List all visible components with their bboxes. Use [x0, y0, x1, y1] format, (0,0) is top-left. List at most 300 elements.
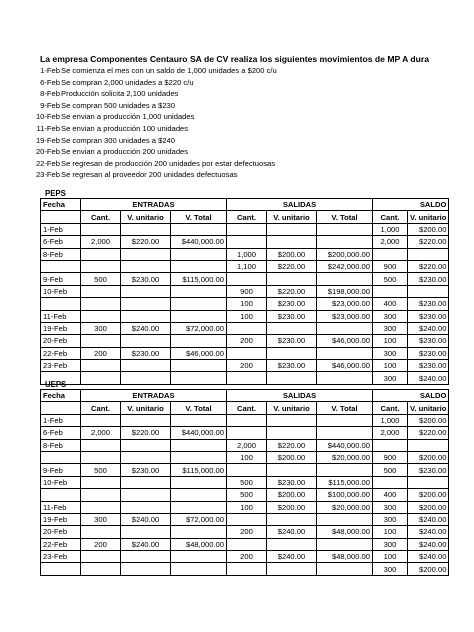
table-row [41, 310, 449, 322]
fecha-subheader-empty [41, 211, 81, 223]
date-cell: 6-Feb [41, 427, 81, 439]
entrada-total-cell [171, 372, 227, 384]
saldo-unit-cell: $240.00 [408, 526, 449, 538]
saldo-unit-cell: $230.00 [408, 347, 449, 359]
salida-total-cell: $20,000.00 [317, 451, 373, 463]
salida-unit-cell [267, 563, 317, 575]
event-date: 22-Feb [35, 158, 60, 168]
event-text: Se envian a producción 100 unidades [61, 124, 189, 133]
entrada-unit-cell [121, 489, 171, 501]
entrada-total-cell: $115,000.00 [171, 464, 227, 476]
event-date: 10-Feb [35, 112, 60, 122]
header-row [41, 199, 449, 211]
salida-unit-cell: $230.00 [267, 360, 317, 372]
salida-cant-cell [227, 414, 267, 426]
event-text: Se compran 2,000 unidades a $220 c/u [61, 77, 194, 87]
saldo-cant-cell: 300 [373, 563, 408, 575]
date-cell: 10-Feb [41, 476, 81, 488]
table-row [41, 273, 449, 285]
entrada-cant-cell: 2,000 [81, 236, 121, 248]
entrada-unit-cell [121, 526, 171, 538]
entrada-unit-cell [121, 285, 171, 297]
cant-header: Cant. [373, 211, 408, 223]
entrada-unit-cell [121, 551, 171, 563]
date-cell: 19-Feb [41, 322, 81, 334]
date-cell: 20-Feb [41, 526, 81, 538]
table-row [41, 551, 449, 563]
saldo-cant-cell: 300 [373, 501, 408, 513]
salida-total-cell: $46,000.00 [317, 335, 373, 347]
salida-cant-cell [227, 563, 267, 575]
table-row [41, 464, 449, 476]
date-cell: 22-Feb [41, 538, 81, 550]
event-date: 11-Feb [36, 124, 60, 133]
table-row [41, 236, 449, 248]
salida-total-cell: $242,000.00 [317, 260, 373, 272]
entrada-unit-cell [121, 476, 171, 488]
salida-total-cell [317, 322, 373, 334]
salida-unit-cell: $200.00 [267, 501, 317, 513]
saldo-unit-cell [408, 476, 449, 488]
saldo-unit-cell: $220.00 [408, 260, 449, 272]
date-cell [41, 298, 81, 310]
event-date: 8-Feb [40, 89, 60, 99]
date-cell: 20-Feb [41, 335, 81, 347]
table-row [41, 260, 449, 272]
date-cell: 9-Feb [41, 273, 81, 285]
table-row [41, 451, 449, 463]
saldo-unit-cell: $240.00 [408, 372, 449, 384]
salida-unit-cell [267, 464, 317, 476]
fecha-subheader-empty [41, 402, 81, 414]
v-unitario-header: V. unitario [267, 211, 317, 223]
entrada-cant-cell: 200 [81, 538, 121, 550]
salida-total-cell: $46,000.00 [317, 360, 373, 372]
salidas-header: SALIDAS [227, 390, 373, 402]
table-row [41, 248, 449, 260]
salida-unit-cell: $240.00 [267, 551, 317, 563]
entrada-unit-cell [121, 248, 171, 260]
salida-cant-cell [227, 347, 267, 359]
entrada-cant-cell: 300 [81, 513, 121, 525]
salida-total-cell [317, 464, 373, 476]
entrada-unit-cell [121, 310, 171, 322]
saldo-unit-cell: $230.00 [408, 335, 449, 347]
entrada-cant-cell [81, 563, 121, 575]
salida-cant-cell: 100 [227, 451, 267, 463]
entrada-unit-cell [121, 451, 171, 463]
salida-unit-cell: $230.00 [267, 335, 317, 347]
entrada-cant-cell [81, 285, 121, 297]
entrada-total-cell: $48,000.00 [171, 538, 227, 550]
salida-total-cell: $200,000.00 [317, 248, 373, 260]
entrada-total-cell [171, 248, 227, 260]
entrada-total-cell [171, 223, 227, 235]
entrada-unit-cell [121, 360, 171, 372]
subheader-row [41, 402, 449, 414]
event-text: Se envian a producción 1,000 unidades [61, 112, 195, 122]
entrada-total-cell [171, 526, 227, 538]
salida-total-cell: $23,000.00 [317, 310, 373, 322]
salida-unit-cell: $200.00 [267, 489, 317, 501]
event-date: 19-Feb [35, 135, 60, 145]
entrada-unit-cell [121, 298, 171, 310]
date-cell: 23-Feb [41, 360, 81, 372]
entrada-cant-cell: 200 [81, 347, 121, 359]
saldo-cant-cell: 2,000 [373, 236, 408, 248]
salida-total-cell [317, 372, 373, 384]
entrada-cant-cell [81, 526, 121, 538]
entrada-unit-cell: $230.00 [121, 347, 171, 359]
saldo-unit-cell: $200.00 [408, 501, 449, 513]
table-row [41, 563, 449, 575]
salida-total-cell [317, 563, 373, 575]
saldo-cant-cell: 400 [373, 298, 408, 310]
table-row [41, 513, 449, 525]
saldo-unit-cell [408, 439, 449, 451]
table-row [41, 285, 449, 297]
entrada-cant-cell [81, 335, 121, 347]
entrada-unit-cell [121, 501, 171, 513]
entrada-unit-cell [121, 223, 171, 235]
salida-unit-cell: $220.00 [267, 260, 317, 272]
salida-unit-cell [267, 273, 317, 285]
event-date: 1-Feb [40, 66, 60, 75]
saldo-cant-cell: 900 [373, 451, 408, 463]
table-row [41, 501, 449, 513]
entrada-total-cell [171, 451, 227, 463]
saldo-cant-cell: 500 [373, 464, 408, 476]
v-total-header: V. Total [317, 402, 373, 414]
saldo-cant-cell: 1,000 [373, 414, 408, 426]
saldo-unit-cell: $240.00 [408, 513, 449, 525]
saldo-cant-cell: 300 [373, 310, 408, 322]
v-unitario-header: V. unitario [121, 211, 171, 223]
date-cell: 23-Feb [41, 551, 81, 563]
entrada-cant-cell [81, 310, 121, 322]
salida-total-cell: $23,000.00 [317, 298, 373, 310]
entrada-cant-cell [81, 414, 121, 426]
saldo-cant-cell: 500 [373, 273, 408, 285]
entradas-header: ENTRADAS [81, 390, 227, 402]
v-unitario-header: V. unitario [121, 402, 171, 414]
saldo-unit-cell: $240.00 [408, 538, 449, 550]
fecha-header: Fecha [41, 390, 81, 402]
event-text: Se regresan al proveedor 200 unidades defectuosas [61, 170, 238, 180]
salida-total-cell: $48,000.00 [317, 551, 373, 563]
salida-unit-cell: $240.00 [267, 526, 317, 538]
salida-unit-cell [267, 538, 317, 550]
salida-cant-cell: 2,000 [227, 439, 267, 451]
document-title: La empresa Componentes Centauro SA de CV realiza los siguientes movimientos de MP A dura [40, 54, 430, 64]
event-date: 20-Feb [35, 147, 60, 157]
entrada-total-cell [171, 551, 227, 563]
date-cell: 19-Feb [41, 513, 81, 525]
date-cell [41, 489, 81, 501]
saldo-cant-cell: 300 [373, 538, 408, 550]
entrada-unit-cell: $240.00 [121, 513, 171, 525]
entrada-unit-cell: $240.00 [121, 538, 171, 550]
date-cell: 1-Feb [41, 223, 81, 235]
saldo-unit-cell: $230.00 [408, 273, 449, 285]
entrada-unit-cell: $220.00 [121, 236, 171, 248]
entrada-total-cell [171, 439, 227, 451]
salida-unit-cell: $200.00 [267, 248, 317, 260]
saldo-unit-cell: $240.00 [408, 551, 449, 563]
event-text: Se envian a producción 200 unidades [61, 147, 189, 157]
entrada-unit-cell [121, 372, 171, 384]
entrada-total-cell: $72,000.00 [171, 322, 227, 334]
entrada-cant-cell: 2,000 [81, 427, 121, 439]
entrada-cant-cell: 300 [81, 322, 121, 334]
salida-unit-cell: $220.00 [267, 285, 317, 297]
entrada-cant-cell [81, 372, 121, 384]
salida-cant-cell [227, 223, 267, 235]
salida-unit-cell: $230.00 [267, 310, 317, 322]
date-cell [41, 563, 81, 575]
salida-cant-cell: 200 [227, 551, 267, 563]
entrada-cant-cell [81, 260, 121, 272]
saldo-unit-cell: $230.00 [408, 464, 449, 476]
salida-cant-cell: 200 [227, 335, 267, 347]
salida-cant-cell: 500 [227, 489, 267, 501]
saldo-unit-cell: $200.00 [408, 489, 449, 501]
table-row [41, 427, 449, 439]
salida-cant-cell [227, 538, 267, 550]
saldo-unit-cell: $230.00 [408, 360, 449, 372]
salida-unit-cell [267, 236, 317, 248]
entrada-total-cell [171, 335, 227, 347]
table-row [41, 414, 449, 426]
date-cell: 9-Feb [41, 464, 81, 476]
salida-cant-cell [227, 322, 267, 334]
saldo-unit-cell: $230.00 [408, 298, 449, 310]
saldo-cant-cell: 300 [373, 322, 408, 334]
entrada-unit-cell: $230.00 [121, 464, 171, 476]
salida-total-cell [317, 347, 373, 359]
entrada-total-cell [171, 310, 227, 322]
v-unitario-header: V. unitario [408, 402, 449, 414]
cant-header: Cant. [227, 402, 267, 414]
v-unitario-header: V. unitario [408, 211, 449, 223]
salida-total-cell [317, 513, 373, 525]
salida-cant-cell: 200 [227, 360, 267, 372]
entrada-total-cell [171, 476, 227, 488]
table-row [41, 335, 449, 347]
entrada-cant-cell [81, 248, 121, 260]
salida-unit-cell: $200.00 [267, 451, 317, 463]
salida-total-cell [317, 236, 373, 248]
salida-cant-cell: 100 [227, 501, 267, 513]
event-text: Se regresan de producción 200 unidades por estar defectuosas [61, 158, 276, 168]
saldo-unit-cell: $220.00 [408, 427, 449, 439]
saldo-cant-cell [373, 248, 408, 260]
saldo-unit-cell: $200.00 [408, 563, 449, 575]
date-cell: 11-Feb [41, 310, 81, 322]
subheader-row [41, 211, 449, 223]
table-row [41, 372, 449, 384]
table-row [41, 538, 449, 550]
date-cell: 11-Feb [41, 501, 81, 513]
saldo-header: SALDO [373, 199, 449, 211]
saldo-unit-cell: $230.00 [408, 310, 449, 322]
table-row [41, 526, 449, 538]
saldo-cant-cell: 300 [373, 372, 408, 384]
entrada-total-cell [171, 260, 227, 272]
entradas-header: ENTRADAS [81, 199, 227, 211]
salida-total-cell [317, 273, 373, 285]
entrada-total-cell [171, 285, 227, 297]
salida-cant-cell: 1,000 [227, 248, 267, 260]
salida-unit-cell [267, 347, 317, 359]
table-row [41, 322, 449, 334]
entrada-total-cell: $440,000.00 [171, 427, 227, 439]
entrada-cant-cell [81, 360, 121, 372]
salida-cant-cell: 100 [227, 298, 267, 310]
v-total-header: V. Total [171, 211, 227, 223]
date-cell: 10-Feb [41, 285, 81, 297]
table-row [41, 476, 449, 488]
salida-cant-cell: 1,100 [227, 260, 267, 272]
salida-total-cell: $115,000.00 [317, 476, 373, 488]
cant-header: Cant. [81, 211, 121, 223]
date-cell [41, 451, 81, 463]
table-label: UEPS [45, 380, 67, 389]
event-text: Se comienza el mes con un saldo de 1,000 unidades a $200 c/u [61, 66, 277, 75]
date-cell: 8-Feb [41, 439, 81, 451]
salida-unit-cell: $220.00 [267, 439, 317, 451]
event-date: 23-Feb [35, 170, 60, 180]
entrada-total-cell [171, 501, 227, 513]
salida-total-cell: $100,000.00 [317, 489, 373, 501]
entrada-total-cell [171, 298, 227, 310]
header-row [41, 390, 449, 402]
entrada-cant-cell: 500 [81, 464, 121, 476]
saldo-cant-cell: 1,000 [373, 223, 408, 235]
saldo-unit-cell: $220.00 [408, 236, 449, 248]
v-total-header: V. Total [317, 211, 373, 223]
entrada-unit-cell [121, 439, 171, 451]
salida-cant-cell [227, 464, 267, 476]
date-cell: 22-Feb [41, 347, 81, 359]
salida-total-cell [317, 538, 373, 550]
table-row [41, 223, 449, 235]
saldo-unit-cell: $240.00 [408, 322, 449, 334]
entrada-unit-cell [121, 260, 171, 272]
entrada-total-cell: $115,000.00 [171, 273, 227, 285]
cant-header: Cant. [227, 211, 267, 223]
salida-cant-cell [227, 427, 267, 439]
table-row [41, 347, 449, 359]
saldo-cant-cell: 100 [373, 360, 408, 372]
date-cell: 8-Feb [41, 248, 81, 260]
saldo-cant-cell: 900 [373, 260, 408, 272]
entrada-unit-cell [121, 563, 171, 575]
salida-unit-cell [267, 322, 317, 334]
salida-total-cell [317, 223, 373, 235]
entrada-total-cell [171, 489, 227, 501]
entrada-unit-cell [121, 414, 171, 426]
saldo-cant-cell: 100 [373, 335, 408, 347]
date-cell: 1-Feb [41, 414, 81, 426]
entrada-unit-cell [121, 335, 171, 347]
entrada-cant-cell [81, 476, 121, 488]
salida-unit-cell: $230.00 [267, 298, 317, 310]
event-text: Se compran 300 unidades a $240 [61, 135, 175, 145]
entrada-cant-cell [81, 489, 121, 501]
saldo-unit-cell: $200.00 [408, 223, 449, 235]
entrada-unit-cell: $240.00 [121, 322, 171, 334]
entrada-cant-cell [81, 298, 121, 310]
entrada-total-cell [171, 414, 227, 426]
saldo-unit-cell [408, 285, 449, 297]
salida-total-cell: $440,000.00 [317, 439, 373, 451]
salida-total-cell: $198,000.00 [317, 285, 373, 297]
salida-unit-cell [267, 223, 317, 235]
salida-total-cell [317, 427, 373, 439]
cant-header: Cant. [373, 402, 408, 414]
salida-cant-cell [227, 236, 267, 248]
salida-cant-cell [227, 372, 267, 384]
salida-unit-cell [267, 414, 317, 426]
salida-unit-cell: $230.00 [267, 476, 317, 488]
inventory-table [40, 389, 449, 576]
salida-cant-cell: 100 [227, 310, 267, 322]
salidas-header: SALIDAS [227, 199, 373, 211]
salida-total-cell: $48,000.00 [317, 526, 373, 538]
saldo-cant-cell [373, 439, 408, 451]
salida-unit-cell [267, 513, 317, 525]
salida-total-cell: $20,000.00 [317, 501, 373, 513]
salida-unit-cell [267, 427, 317, 439]
entrada-cant-cell [81, 223, 121, 235]
saldo-cant-cell: 300 [373, 513, 408, 525]
event-date: 6-Feb [40, 77, 60, 87]
saldo-cant-cell: 2,000 [373, 427, 408, 439]
salida-total-cell [317, 414, 373, 426]
entrada-cant-cell [81, 451, 121, 463]
entrada-total-cell [171, 563, 227, 575]
saldo-cant-cell [373, 476, 408, 488]
table-row [41, 360, 449, 372]
salida-cant-cell [227, 513, 267, 525]
v-unitario-header: V. unitario [267, 402, 317, 414]
saldo-unit-cell: $200.00 [408, 451, 449, 463]
entrada-cant-cell: 500 [81, 273, 121, 285]
v-total-header: V. Total [171, 402, 227, 414]
salida-cant-cell [227, 273, 267, 285]
salida-cant-cell: 900 [227, 285, 267, 297]
salida-cant-cell: 500 [227, 476, 267, 488]
saldo-cant-cell: 400 [373, 489, 408, 501]
entrada-total-cell: $440,000.00 [171, 236, 227, 248]
inventory-table [40, 198, 449, 385]
entrada-total-cell: $72,000.00 [171, 513, 227, 525]
cant-header: Cant. [81, 402, 121, 414]
saldo-unit-cell: $200.00 [408, 414, 449, 426]
entrada-unit-cell: $220.00 [121, 427, 171, 439]
saldo-cant-cell: 100 [373, 526, 408, 538]
event-text: Producción solicita 2,100 unidades [61, 89, 179, 99]
saldo-cant-cell: 100 [373, 551, 408, 563]
entrada-total-cell [171, 360, 227, 372]
date-cell: 6-Feb [41, 236, 81, 248]
event-text: Se compran 500 unidades a $230 [61, 100, 175, 110]
table-label: PEPS [45, 189, 66, 198]
entrada-total-cell: $46,000.00 [171, 347, 227, 359]
entrada-cant-cell [81, 439, 121, 451]
table-row [41, 439, 449, 451]
